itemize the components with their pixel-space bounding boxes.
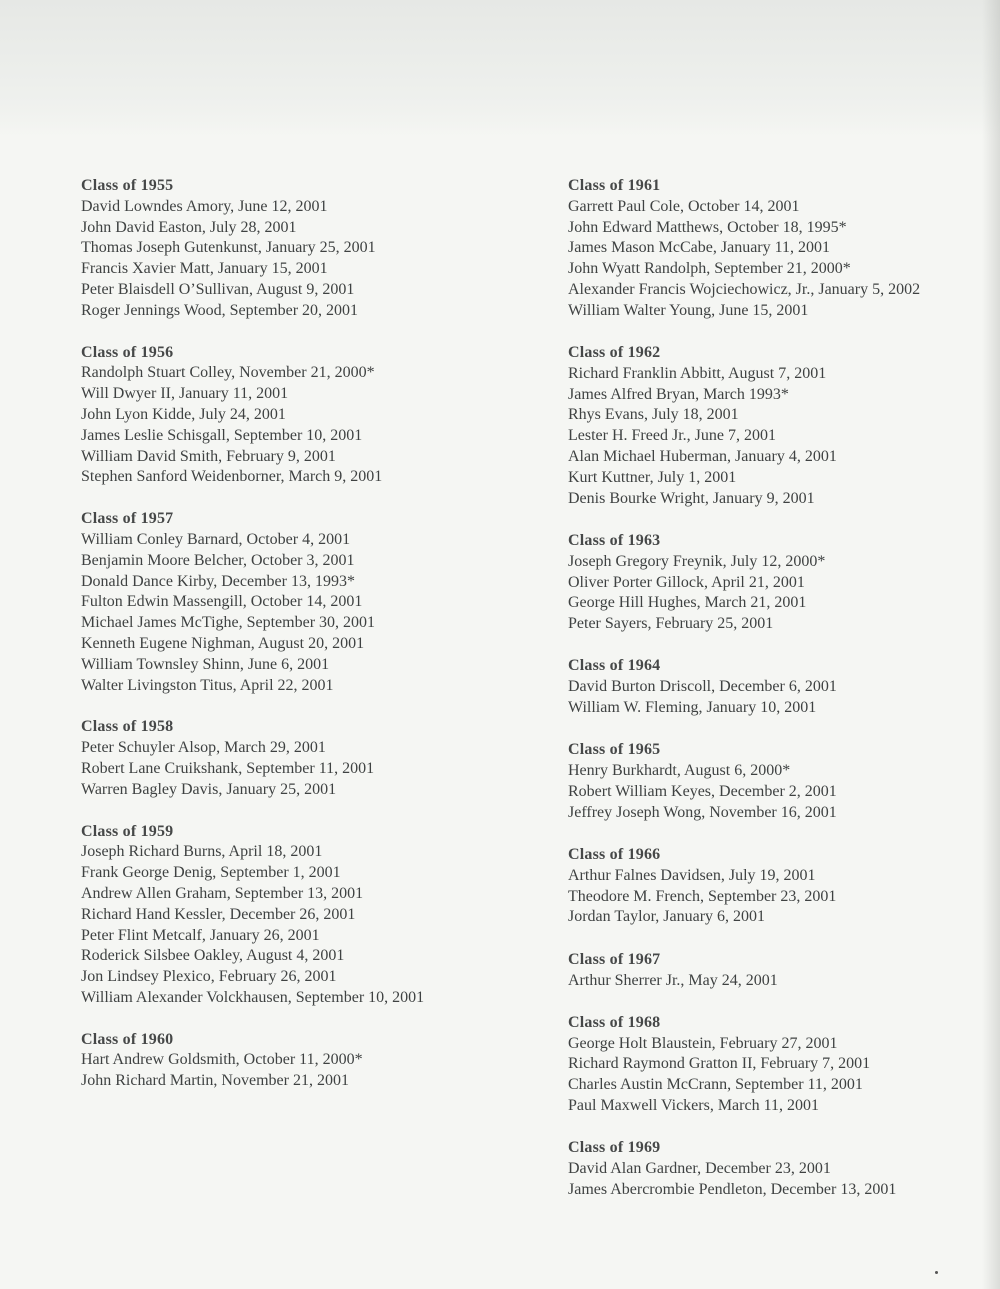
- class-heading: Class of 1965: [568, 741, 661, 759]
- memorial-entry: Donald Dance Kirby, December 13, 1993*: [81, 572, 355, 590]
- memorial-entry: Garrett Paul Cole, October 14, 2001: [568, 197, 800, 215]
- memorial-entry: John Lyon Kidde, July 24, 2001: [81, 405, 286, 423]
- memorial-entry: Alexander Francis Wojciechowicz, Jr., January 5, 2002: [568, 280, 921, 298]
- class-heading: Class of 1969: [568, 1139, 661, 1157]
- memorial-entry: Richard Franklin Abbitt, August 7, 2001: [568, 364, 827, 382]
- memorial-entry: Michael James McTighe, September 30, 2001: [81, 614, 376, 632]
- memorial-entry: Robert Lane Cruikshank, September 11, 2001: [81, 759, 375, 777]
- class-section: [568, 1138, 988, 1200]
- class-section: [568, 845, 988, 928]
- memorial-entry: Roger Jennings Wood, September 20, 2001: [81, 301, 359, 319]
- class-section: [568, 343, 988, 509]
- memorial-entry: Rhys Evans, July 18, 2001: [568, 406, 739, 424]
- class-section: [568, 740, 988, 823]
- class-section: [81, 343, 521, 489]
- memorial-entry: Stephen Sanford Weidenborner, March 9, 2001: [81, 468, 383, 486]
- memorial-entry: Will Dwyer II, January 11, 2001: [81, 385, 289, 403]
- class-heading: Class of 1964: [568, 657, 661, 675]
- memorial-entry: Alan Michael Huberman, January 4, 2001: [568, 448, 837, 466]
- memorial-entry: Joseph Gregory Freynik, July 12, 2000*: [568, 552, 826, 570]
- memorial-entry: Peter Blaisdell O’Sullivan, August 9, 2001: [81, 280, 355, 298]
- memorial-entry: George Hill Hughes, March 21, 2001: [568, 594, 807, 612]
- memorial-entry: Hart Andrew Goldsmith, October 11, 2000*: [81, 1051, 363, 1069]
- memorial-entry: David Burton Driscoll, December 6, 2001: [568, 678, 837, 696]
- memorial-entry: William Townsley Shinn, June 6, 2001: [81, 655, 330, 673]
- memorial-entry: John Richard Martin, November 21, 2001: [81, 1072, 349, 1090]
- class-section: [81, 509, 521, 696]
- right-column: [568, 176, 988, 1222]
- memorial-entry: Oliver Porter Gillock, April 21, 2001: [568, 573, 805, 591]
- memorial-entry: Peter Sayers, February 25, 2001: [568, 615, 774, 633]
- memorial-entry: James Mason McCabe, January 11, 2001: [568, 239, 831, 257]
- class-section: [81, 176, 521, 322]
- memorial-entry: Robert William Keyes, December 2, 2001: [568, 782, 837, 800]
- memorial-entry: Benjamin Moore Belcher, October 3, 2001: [81, 551, 355, 569]
- class-heading: Class of 1957: [81, 510, 174, 528]
- memorial-entry: Kurt Kuttner, July 1, 2001: [568, 468, 737, 486]
- class-section: [568, 1013, 988, 1117]
- memorial-entry: James Abercrombie Pendleton, December 13, 2001: [568, 1180, 897, 1198]
- memorial-entry: Jordan Taylor, January 6, 2001: [568, 908, 766, 926]
- memorial-entry: David Lowndes Amory, June 12, 2001: [81, 197, 328, 215]
- memorial-entry: Richard Hand Kessler, December 26, 2001: [81, 905, 356, 923]
- memorial-entry: Theodore M. French, September 23, 2001: [568, 887, 837, 905]
- memorial-entry: Peter Schuyler Alsop, March 29, 2001: [81, 739, 326, 757]
- memorial-entry: Arthur Sherrer Jr., May 24, 2001: [568, 971, 778, 989]
- memorial-entry: William W. Fleming, January 10, 2001: [568, 699, 817, 717]
- class-heading: Class of 1960: [81, 1030, 174, 1048]
- memorial-entry: George Holt Blaustein, February 27, 2001: [568, 1034, 838, 1052]
- memorial-entry: Francis Xavier Matt, January 15, 2001: [81, 260, 328, 278]
- memorial-entry: Henry Burkhardt, August 6, 2000*: [568, 762, 791, 780]
- memorial-entry: Thomas Joseph Gutenkunst, January 25, 2001: [81, 239, 376, 257]
- memorial-entry: Denis Bourke Wright, January 9, 2001: [568, 489, 815, 507]
- memorial-entry: Richard Raymond Gratton II, February 7, 2001: [568, 1055, 871, 1073]
- class-section: [568, 656, 988, 718]
- memorial-entry: David Alan Gardner, December 23, 2001: [568, 1160, 831, 1178]
- memorial-entry: Jon Lindsey Plexico, February 26, 2001: [81, 968, 337, 986]
- stray-mark: [935, 1271, 938, 1274]
- class-heading: Class of 1962: [568, 344, 661, 362]
- memorial-entry: William Alexander Volckhausen, September 10, 2001: [81, 988, 425, 1006]
- memorial-entry: Jeffrey Joseph Wong, November 16, 2001: [568, 803, 837, 821]
- memorial-entry: Roderick Silsbee Oakley, August 4, 2001: [81, 947, 345, 965]
- class-section: [81, 1030, 521, 1092]
- memorial-entry: John Edward Matthews, October 18, 1995*: [568, 218, 847, 236]
- class-section: [568, 176, 988, 322]
- memorial-entry: Arthur Falnes Davidsen, July 19, 2001: [568, 866, 816, 884]
- memorial-entry: Lester H. Freed Jr., June 7, 2001: [568, 427, 776, 445]
- memorial-entry: Paul Maxwell Vickers, March 11, 2001: [568, 1096, 819, 1114]
- class-heading: Class of 1963: [568, 531, 661, 549]
- memorial-entry: Randolph Stuart Colley, November 21, 2000*: [81, 364, 375, 382]
- class-heading: Class of 1955: [81, 177, 174, 194]
- memorial-entry: John David Easton, July 28, 2001: [81, 218, 297, 236]
- class-heading: Class of 1959: [81, 822, 174, 840]
- class-heading: Class of 1956: [81, 343, 174, 361]
- class-heading: Class of 1966: [568, 846, 661, 864]
- class-heading: Class of 1968: [568, 1013, 661, 1031]
- class-heading: Class of 1961: [568, 177, 661, 194]
- class-heading: Class of 1958: [81, 718, 174, 736]
- class-section: [81, 717, 521, 800]
- class-section: [568, 531, 988, 635]
- memorial-entry: Charles Austin McCrann, September 11, 2001: [568, 1076, 863, 1094]
- memorial-entry: Peter Flint Metcalf, January 26, 2001: [81, 926, 320, 944]
- class-section: [568, 950, 988, 992]
- memorial-entry: Walter Livingston Titus, April 22, 2001: [81, 676, 334, 694]
- memorial-entry: Kenneth Eugene Nighman, August 20, 2001: [81, 634, 365, 652]
- memorial-entry: Fulton Edwin Massengill, October 14, 2001: [81, 593, 363, 611]
- memorial-entry: Warren Bagley Davis, January 25, 2001: [81, 780, 337, 798]
- memorial-entry: Joseph Richard Burns, April 18, 2001: [81, 843, 323, 861]
- memorial-entry: William Conley Barnard, October 4, 2001: [81, 530, 351, 548]
- memorial-entry: John Wyatt Randolph, September 21, 2000*: [568, 260, 851, 278]
- memorial-entry: James Leslie Schisgall, September 10, 2001: [81, 426, 363, 444]
- class-heading: Class of 1967: [568, 950, 661, 968]
- memorial-entry: Frank George Denig, September 1, 2001: [81, 864, 341, 882]
- memorial-entry: William Walter Young, June 15, 2001: [568, 301, 809, 319]
- memorial-entry: James Alfred Bryan, March 1993*: [568, 385, 789, 403]
- memorial-entry: Andrew Allen Graham, September 13, 2001: [81, 884, 364, 902]
- page-top-shading: [0, 0, 1000, 135]
- left-column: [81, 176, 521, 1113]
- class-section: [81, 822, 521, 1009]
- memorial-entry: William David Smith, February 9, 2001: [81, 447, 336, 465]
